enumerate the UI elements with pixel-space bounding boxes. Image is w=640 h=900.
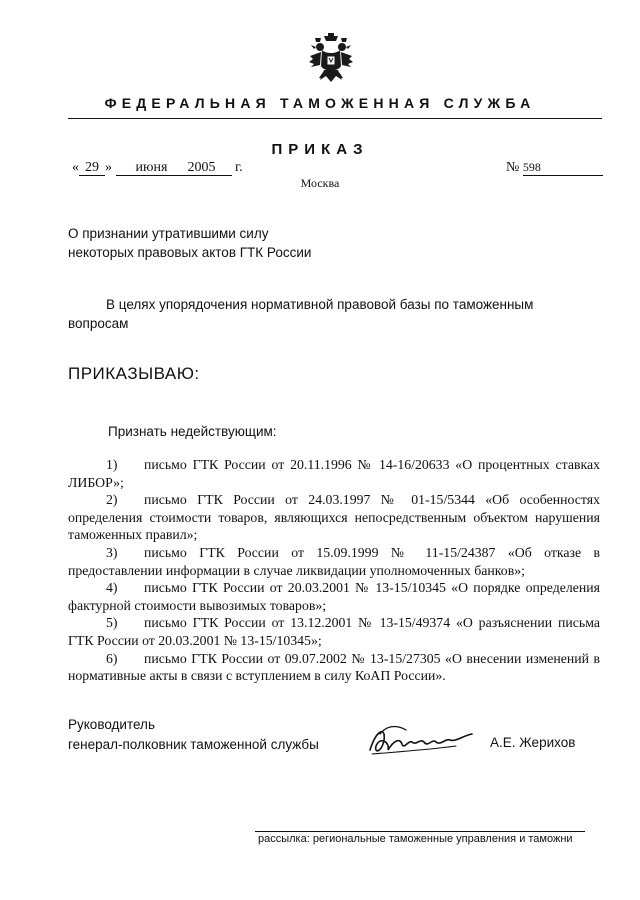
items-list [68, 456, 600, 685]
item-number: 3) [106, 544, 118, 560]
declaration: Признать недействующим: [108, 424, 277, 439]
header-divider [68, 118, 602, 119]
item-number: 6) [106, 650, 118, 666]
number-value: 598 [523, 160, 603, 176]
distribution-divider [255, 831, 585, 832]
signer-rank: генерал-полковник таможенной службы [68, 737, 319, 752]
date-year: 2005 [188, 160, 232, 176]
item-text: письмо ГТК России от 15.09.1999 № 11-15/24387 «Об отказе в предоставлении информации в случае ликвидации уполномоченных банков»; [68, 544, 600, 578]
distribution-list: рассылка: региональные таможенные управления и таможни [258, 833, 573, 845]
list-item [68, 579, 600, 614]
preamble-line: В целях упорядочения нормативной правовой базы по таможенным [106, 297, 534, 312]
document-type: ПРИКАЗ [271, 141, 369, 158]
signer-name: А.Е. Жерихов [490, 735, 576, 750]
subject-line: некоторых правовых актов ГТК России [68, 245, 312, 260]
organization-name: ФЕДЕРАЛЬНАЯ ТАМОЖЕННАЯ СЛУЖБА [104, 95, 536, 111]
date-year-suffix: г. [235, 160, 243, 175]
list-item [68, 456, 600, 491]
item-text: письмо ГТК России от 20.11.1996 № 14-16/20633 «О процентных ставках ЛИБОР»; [68, 457, 600, 490]
item-text: письмо ГТК России от 24.03.1997 № 01-15/5344 «Об особенностях определения стоимости товаров, являющихся непосредственным объектом нарушения таможенных правил»; [68, 492, 600, 543]
date-open-quote: « [72, 160, 79, 175]
item-number: 4) [106, 580, 118, 596]
date-close-quote: » [105, 160, 112, 175]
document-number [506, 160, 603, 176]
item-number: 1) [106, 457, 118, 472]
order-word: ПРИКАЗЫВАЮ: [68, 364, 200, 383]
document-subject [68, 224, 311, 262]
item-text: письмо ГТК России от 09.07.2002 № 13-15/27305 «О внесении изменений в нормативные акты в связи с вступлением в силу КоАП России». [68, 650, 600, 684]
number-label: № [506, 160, 520, 175]
signature [366, 720, 476, 762]
document-city: Москва [300, 176, 340, 190]
item-text: письмо ГТК России от 20.03.2001 № 13-15/10345 «О порядке определения фактурной стоимости вывозимых товаров»; [68, 580, 600, 613]
item-text: письмо ГТК России от 13.12.2001 № 13-15/49374 «О разъяснении письма ГТК России от 20.03.2001 № 13-15/10345»; [68, 615, 600, 648]
signer-block [68, 715, 319, 755]
item-number: 2) [106, 492, 118, 508]
list-item [68, 491, 600, 544]
list-item [68, 614, 600, 649]
item-number: 5) [106, 615, 118, 631]
list-item [68, 544, 600, 579]
preamble [68, 295, 598, 333]
double-headed-eagle-icon [308, 32, 354, 86]
preamble-line: вопросам [68, 316, 129, 331]
signer-title: Руководитель [68, 717, 155, 732]
list-item [68, 650, 600, 685]
document-date [72, 160, 243, 176]
subject-line: О признании утратившими силу [68, 226, 269, 241]
date-day: 29 [79, 160, 105, 176]
date-month: июня [116, 160, 188, 176]
